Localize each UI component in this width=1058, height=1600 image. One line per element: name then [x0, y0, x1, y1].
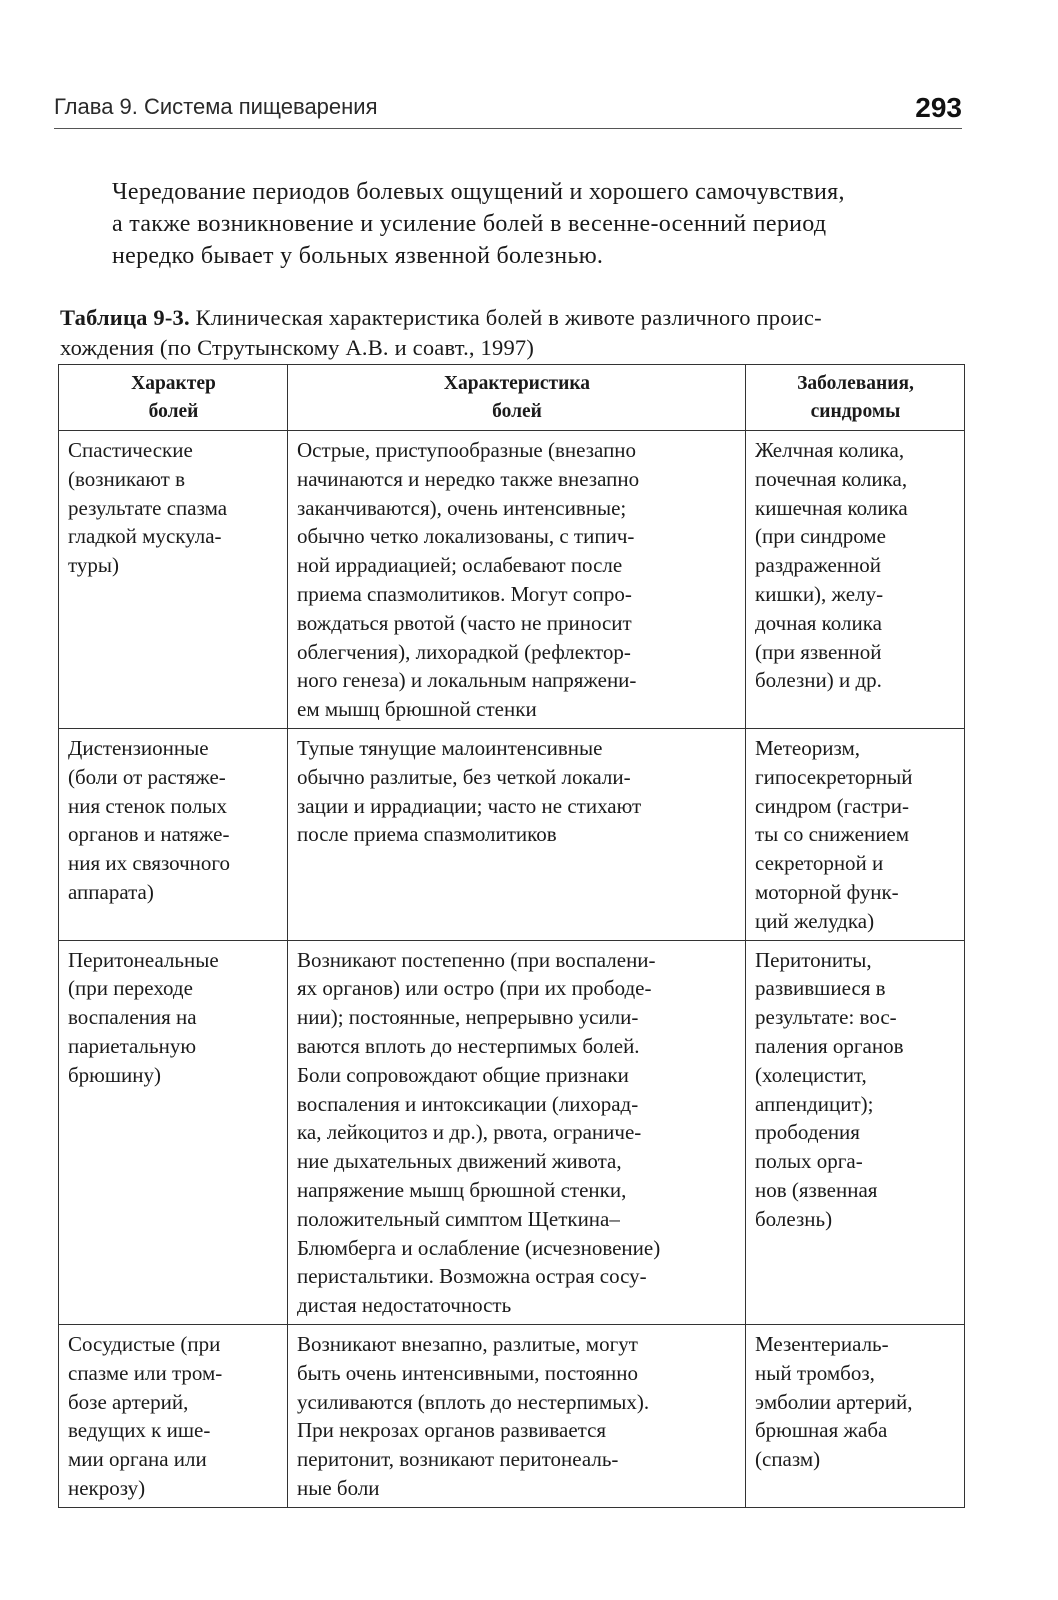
cell-text-line: туры) — [68, 553, 120, 578]
cell-text-line: эмболии артерий, — [755, 1389, 913, 1414]
cell-text-line: кишки), желу- — [755, 581, 884, 606]
cell-text-line: ные боли — [297, 1475, 380, 1500]
cell-text-line: перистальтики. Возможна острая сосу- — [297, 1264, 647, 1289]
cell-text-line: Блюмберга и ослабление (исчезновение) — [297, 1235, 661, 1260]
table-caption-text-continued: хождения (по Струтынскому А.В. и соавт., 1997) — [60, 335, 535, 360]
cell-text-line: париетальную — [68, 1033, 197, 1058]
header-line: болей — [148, 401, 199, 422]
cell-pain-characteristic — [288, 431, 746, 729]
table-body — [59, 431, 965, 1508]
page-number: 293 — [915, 92, 962, 123]
cell-text-line: болезнь) — [755, 1206, 833, 1231]
cell-text-line: перитонит, возникают перитонеаль- — [297, 1447, 619, 1472]
cell-text-line: (при язвенной — [755, 639, 882, 664]
header-pain-characteristic — [288, 365, 746, 431]
cell-text-line: Перитониты, — [755, 947, 872, 972]
cell-diseases — [746, 940, 965, 1324]
cell-text-line: вождаться рвотой (часто не приносит — [297, 610, 632, 635]
cell-text-line: полых орга- — [755, 1149, 863, 1174]
cell-text-line: нов (язвенная — [755, 1177, 878, 1202]
paragraph-line: Чередование периодов болевых ощущений и хорошего самочувствия, — [112, 179, 845, 205]
cell-text-line: Метеоризм, — [755, 735, 860, 760]
cell-text-line: зации и иррадиации; часто не стихают — [297, 793, 642, 818]
cell-text-line: синдром (гастри- — [755, 793, 910, 818]
cell-text-line: Возникают внезапно, разлитые, могут — [297, 1331, 638, 1356]
cell-text-line: положительный симптом Щеткина– — [297, 1206, 620, 1231]
cell-text-line: почечная колика, — [755, 466, 908, 491]
cell-text-line: кишечная колика — [755, 495, 908, 520]
cell-text-line: Боли сопровождают общие признаки — [297, 1062, 629, 1087]
cell-text-line: Сосудистые (при — [68, 1331, 221, 1356]
cell-text-line: ведущих к ише- — [68, 1418, 211, 1443]
cell-text-line: ния их связочного — [68, 851, 231, 876]
paragraph-line: а также возникновение и усиление болей в весенне-осенний период — [112, 211, 827, 237]
header-diseases — [746, 365, 965, 431]
header-line: Характер — [131, 373, 216, 394]
body-paragraph — [112, 176, 964, 272]
cell-pain-type — [59, 728, 288, 940]
cell-text-line: начинаются и нередко также внезапно — [297, 466, 640, 491]
cell-text-line: (возникают в — [68, 466, 185, 491]
cell-text-line: гладкой мускула- — [68, 524, 222, 549]
cell-text-line: паления органов — [755, 1033, 904, 1058]
cell-text-line: воспаления на — [68, 1005, 197, 1030]
cell-text-line: Спастические — [68, 438, 193, 462]
cell-text-line: ние дыхательных движений живота, — [297, 1149, 622, 1174]
table-row — [59, 940, 965, 1324]
table-caption-label: Таблица 9-3. — [60, 305, 190, 330]
header-line: Характеристика — [443, 373, 591, 394]
pain-characteristics-table — [58, 364, 965, 1508]
cell-text-line: органов и натяже- — [68, 822, 230, 847]
cell-text-line: спазме или тром- — [68, 1360, 223, 1385]
cell-pain-characteristic — [288, 940, 746, 1324]
cell-text-line: моторной функ- — [755, 879, 899, 904]
header-line: болей — [492, 401, 542, 422]
cell-text-line: брюшину) — [68, 1062, 162, 1087]
header-line: Заболевания, — [797, 373, 914, 394]
cell-text-line: бозе артерий, — [68, 1389, 189, 1414]
cell-text-line: Возникают постепенно (при воспалени- — [297, 947, 656, 972]
cell-text-line: ного генеза) и локальным напряжени- — [297, 668, 637, 693]
cell-diseases — [746, 728, 965, 940]
cell-text-line: (при переходе — [68, 976, 193, 1001]
cell-text-line: Желчная колика, — [755, 438, 905, 462]
cell-text-line: ты со снижением — [755, 822, 910, 847]
table-caption — [60, 303, 960, 363]
cell-text-line: дистая недостаточность — [297, 1293, 512, 1318]
cell-text-line: развившиеся в — [755, 976, 886, 1001]
cell-text-line: ный тромбоз, — [755, 1360, 875, 1385]
cell-text-line: (боли от растяже- — [68, 764, 226, 789]
cell-text-line: ем мышц брюшной стенки — [297, 697, 537, 722]
cell-text-line: обычно разлитые, без четкой локали- — [297, 764, 631, 789]
cell-text-line: ваются вплоть до нестерпимых болей. — [297, 1033, 640, 1058]
cell-text-line: (холецистит, — [755, 1062, 867, 1087]
cell-pain-type — [59, 431, 288, 729]
cell-text-line: приема спазмолитиков. Могут сопро- — [297, 581, 632, 606]
cell-text-line: ния стенок полых — [68, 793, 227, 818]
cell-text-line: Перитонеальные — [68, 947, 219, 972]
cell-text-line: ций желудка) — [755, 908, 875, 933]
cell-text-line: быть очень интенсивными, постоянно — [297, 1360, 638, 1385]
chapter-title: Глава 9. Система пищеварения — [54, 94, 378, 119]
cell-text-line: мии органа или — [68, 1447, 207, 1472]
cell-text-line: результате спазма — [68, 495, 228, 520]
cell-text-line: ка, лейкоцитоз и др.), рвота, ограниче- — [297, 1120, 642, 1145]
cell-text-line: некрозу) — [68, 1475, 146, 1500]
cell-pain-characteristic — [288, 728, 746, 940]
cell-text-line: (при синдроме — [755, 524, 886, 549]
table-caption-text: Клиническая характеристика болей в животе различного проис- — [189, 305, 822, 330]
cell-text-line: гипосекреторный — [755, 764, 913, 789]
cell-text-line: облегчения), лихорадкой (рефлектор- — [297, 639, 631, 664]
cell-pain-type — [59, 940, 288, 1324]
header-pain-type — [59, 365, 288, 431]
cell-text-line: Дистензионные — [68, 735, 209, 760]
cell-diseases — [746, 431, 965, 729]
cell-text-line: раздраженной — [755, 553, 882, 578]
cell-text-line: секреторной и — [755, 851, 884, 876]
cell-text-line: Мезентериаль- — [755, 1331, 889, 1356]
cell-text-line: нии); постоянные, непрерывно усили- — [297, 1005, 639, 1030]
cell-text-line: обычно четко локализованы, с типич- — [297, 524, 635, 549]
cell-text-line: ной иррадиацией; ослабевают после — [297, 553, 623, 578]
cell-text-line: результате: вос- — [755, 1005, 897, 1030]
cell-text-line: болезни) и др. — [755, 668, 882, 693]
cell-text-line: заканчиваются), очень интенсивные; — [297, 495, 627, 520]
cell-text-line: (спазм) — [755, 1447, 821, 1472]
paragraph-line: нередко бывает у больных язвенной болезнью. — [112, 243, 604, 269]
cell-text-line: прободения — [755, 1120, 860, 1145]
table-header-row — [59, 365, 965, 431]
cell-text-line: ях органов) или остро (при их прободе- — [297, 976, 652, 1001]
cell-pain-characteristic — [288, 1324, 746, 1507]
header-line: синдромы — [810, 401, 901, 422]
page-header — [54, 88, 962, 129]
table-row — [59, 1324, 965, 1507]
cell-text-line: после приема спазмолитиков — [297, 822, 557, 847]
cell-text-line: усиливаются (вплоть до нестерпимых). — [297, 1389, 650, 1414]
cell-text-line: аппендицит); — [755, 1091, 874, 1116]
cell-text-line: брюшная жаба — [755, 1418, 888, 1443]
cell-text-line: аппарата) — [68, 879, 154, 904]
cell-text-line: дочная колика — [755, 610, 882, 635]
cell-diseases — [746, 1324, 965, 1507]
cell-text-line: Острые, приступообразные (внезапно — [297, 438, 637, 462]
cell-pain-type — [59, 1324, 288, 1507]
cell-text-line: При некрозах органов развивается — [297, 1418, 607, 1443]
cell-text-line: воспаления и интоксикации (лихорад- — [297, 1091, 639, 1116]
table-row — [59, 431, 965, 729]
table-row — [59, 728, 965, 940]
cell-text-line: Тупые тянущие малоинтенсивные — [297, 735, 603, 760]
cell-text-line: напряжение мышц брюшной стенки, — [297, 1177, 627, 1202]
